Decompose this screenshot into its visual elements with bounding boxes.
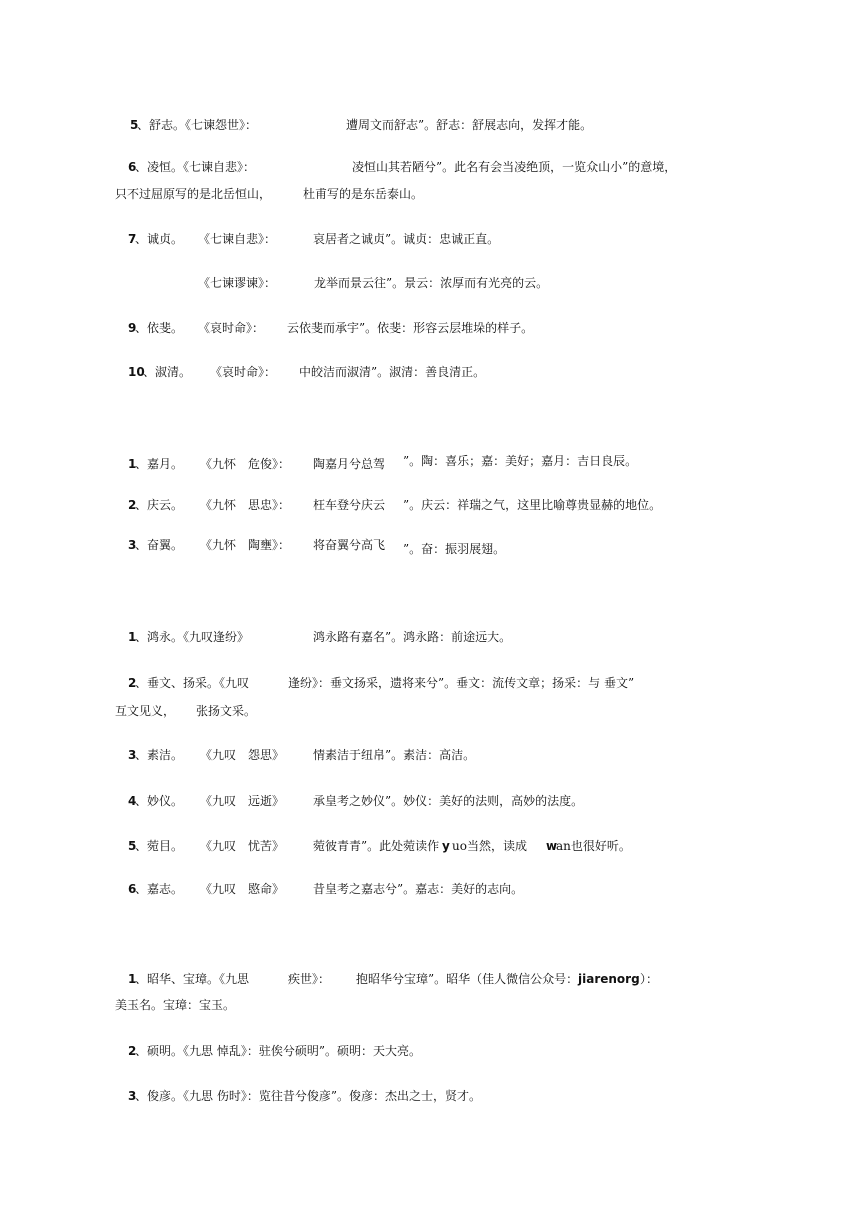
entry-head: 、素洁。 [135,748,184,762]
entry-number: 6 [128,882,137,896]
entry-number: 9 [128,321,137,335]
entry-quote: 云依斐而承宇”。依斐：形容云层堆垛的样子。 [287,321,534,335]
entry-number: 6 [128,160,137,174]
entry-number: 1 [128,972,137,986]
entry-source: 忧苦》 [248,839,285,853]
entry-source: 愍命》 [248,882,285,896]
entry-head: 、嘉志。 [135,882,184,896]
entry-quote: 遭周文而舒志”。舒志：舒展志向，发挥才能。 [346,118,593,132]
entry-text: 互文见义， [115,704,176,718]
entry-head: 、庆云。 [135,498,184,512]
entry-note: ”。庆云：祥瑞之气，这里比喻尊贵显赫的地位。 [403,498,662,512]
entry-number: 1 [128,630,137,644]
entry-quote: 鸿永路有嘉名”。鸿永路：前途远大。 [313,630,512,644]
entry-number: 10 [128,365,145,379]
pinyin-initial: y [442,839,450,853]
entry-quote: 中皎洁而淑清”。淑清：善良清正。 [299,365,486,379]
entry-note: ”。陶：喜乐；嘉：美好；嘉月：吉日良辰。 [403,454,638,468]
entry-source: 《哀时命》： [210,365,277,379]
entry-number: 5 [130,118,139,132]
entry-head: 、奋翼。 [135,538,184,552]
entry-head: 、嘉月。 [135,457,184,471]
entry-note: ”。奋：振羽展翅。 [403,542,506,556]
pinyin-initial: w [546,839,558,853]
wechat-id: jiarenorg [578,972,640,986]
entry-head: 、舒志。《七谏怨世》： [137,118,258,132]
entry-quote: 龙举而景云往”。景云：浓厚而有光亮的云。 [314,276,549,290]
entry-head: 、俊彦。《九思 伤时》：览往昔兮俊彦”。俊彦：杰出之士，贤才。 [135,1089,481,1103]
entry-source: 《七谏谬谏》： [198,276,277,290]
entry-quote: 菀彼青青”。此处菀读作 [313,839,440,853]
entry-number: 3 [128,1089,137,1103]
entry-source: 《九叹 [200,794,237,808]
entry-quote: 陶嘉月兮总驾 [313,457,386,471]
entry-source: 危俊》： [248,457,291,471]
entry-number: 2 [128,1044,137,1058]
entry-head: 、菀目。 [135,839,184,853]
entry-source: 疾世》： [288,972,331,986]
entry-source: 《哀时命》： [198,321,265,335]
entry-source: 《九怀 [200,498,237,512]
entry-quote: 承皇考之妙仪”。妙仪：美好的法则，高妙的法度。 [313,794,584,808]
entry-source: 怨思》 [248,748,285,762]
entry-source: 陶壅》： [248,538,291,552]
entry-head: 、垂文、扬采。《九叹 [135,676,250,690]
entry-number: 5 [128,839,137,853]
entry-source: 《九怀 [200,457,237,471]
entry-number: 4 [128,794,137,808]
entry-head: 、昭华、宝璋。《九思 [135,972,250,986]
entry-head: 、妙仪。 [135,794,184,808]
entry-number: 1 [128,457,137,471]
entry-source: 《九叹 [200,882,237,896]
entry-quote: 枉车登兮庆云 [313,498,386,512]
entry-quote: 抱昭华兮宝璋”。昭华（佳人微信公众号： [356,972,579,986]
entry-number: 3 [128,538,137,552]
entry-source: 思忠》： [248,498,291,512]
entry-number: 2 [128,676,137,690]
entry-quote: uo当然，读成 [452,839,527,853]
entry-quote: 情素洁于纽帛”。素洁：高洁。 [313,748,476,762]
entry-text: 杜甫写的是东岳泰山。 [303,187,424,201]
entry-head: 、硕明。《九思 悼乱》：驻俟兮硕明”。硕明：天大亮。 [135,1044,421,1058]
entry-head: 、依斐。 [135,321,184,335]
entry-quote: 将奋翼兮高飞 [313,538,386,552]
entry-head: 、淑清。 [143,365,192,379]
entry-quote: 昔皇考之嘉志兮”。嘉志：美好的志向。 [313,882,524,896]
entry-source: 《九叹 [200,839,237,853]
entry-source: 远逝》 [248,794,285,808]
entry-text: 美玉名。宝璋：宝玉。 [115,998,236,1012]
entry-source: 《九怀 [200,538,237,552]
entry-quote: 逢纷》：垂文扬采，遗将来兮”。垂文：流传文章；扬采：与 垂文” [288,676,635,690]
entry-text: 张扬文采。 [196,704,257,718]
entry-quote: 哀居者之诚贞”。诚贞：忠诚正直。 [313,232,500,246]
entry-head: 、凌恒。《七谏自悲》： [135,160,256,174]
entry-head: 、诚贞。 [135,232,184,246]
entry-source: 《九叹 [200,748,237,762]
entry-source: 《七谏自悲》： [198,232,277,246]
entry-number: 3 [128,748,137,762]
entry-quote: an也很好听。 [556,839,631,853]
entry-quote: 凌恒山其若陋兮”。此名有会当凌绝顶，一览众山小”的意境， [352,160,677,174]
entry-head: 、鸿永。《九叹逢纷》 [135,630,250,644]
entry-number: 2 [128,498,137,512]
entry-text: 只不过屈原写的是北岳恒山， [115,187,272,201]
entry-number: 7 [128,232,137,246]
entry-quote: ）： [640,972,659,986]
